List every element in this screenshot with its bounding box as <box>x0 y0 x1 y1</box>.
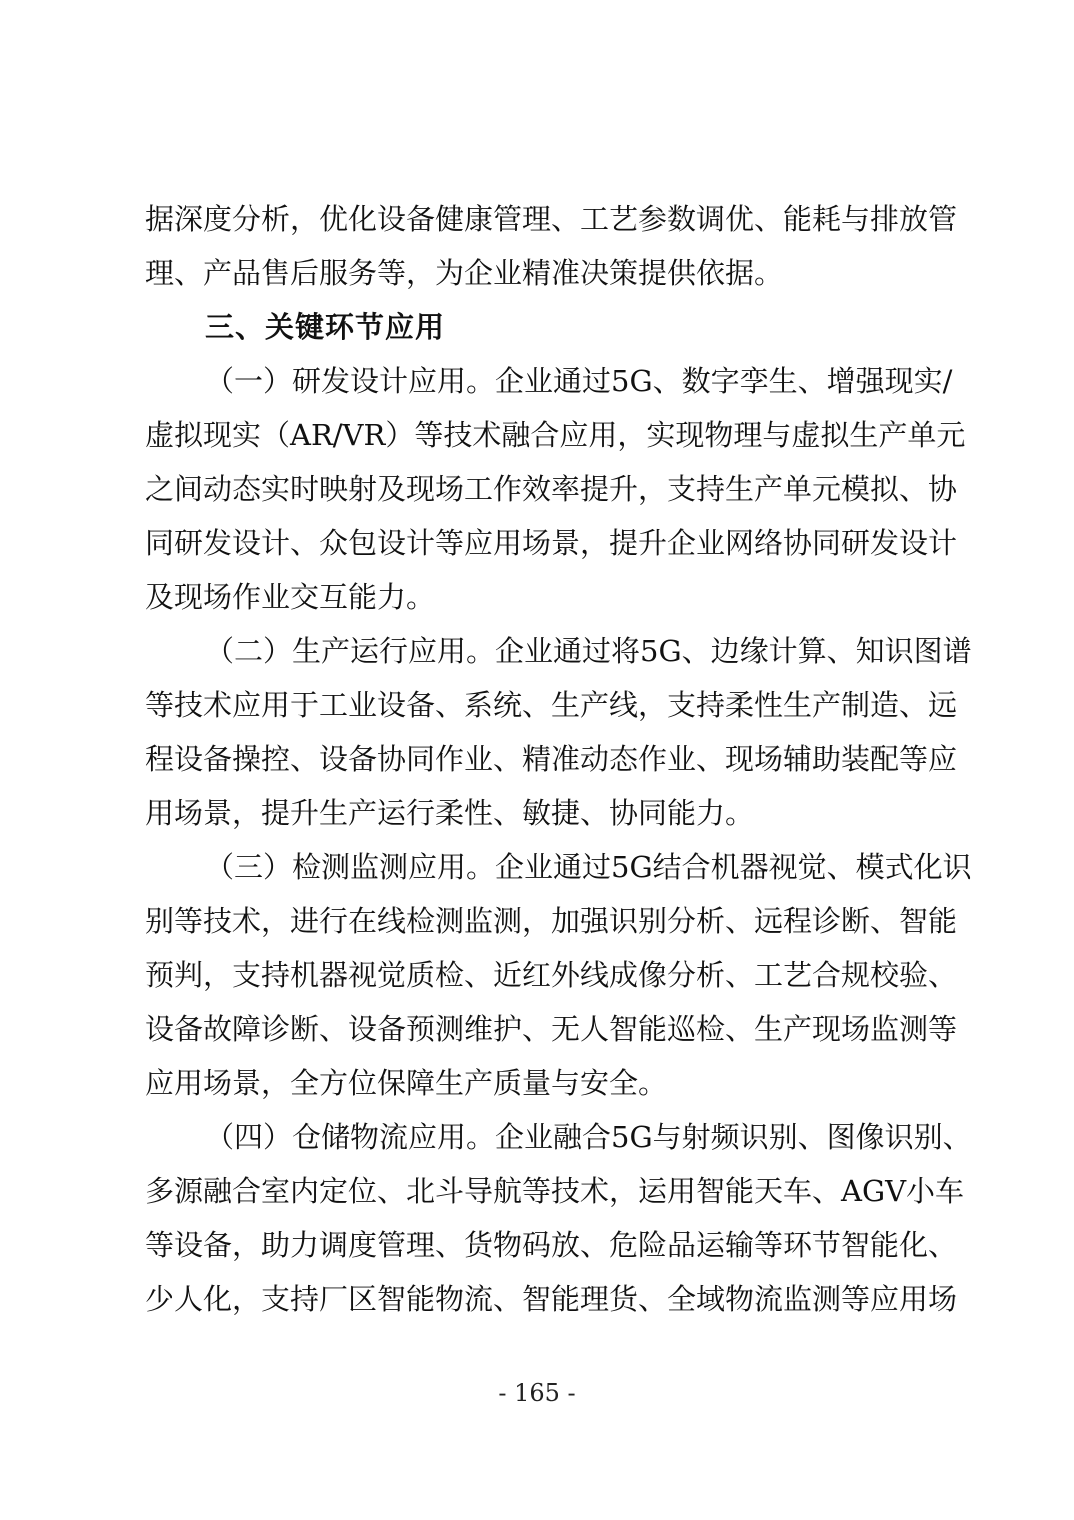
text-line: 少人化，支持厂区智能物流、智能理货、全域物流监测等应用场 <box>145 1282 958 1316</box>
text-line: 用场景，提升生产运行柔性、敏捷、协同能力。 <box>145 796 755 830</box>
text-line: （一）研发设计应用。企业通过5G、数字孪生、增强现实/ <box>205 364 953 398</box>
paragraph-logistics <box>145 1110 972 1326</box>
text-line: 理、产品售后服务等，为企业精准决策提供依据。 <box>145 256 784 290</box>
text-line: 同研发设计、众包设计等应用场景，提升企业网络协同研发设计 <box>145 526 958 560</box>
text-line: 等技术应用于工业设备、系统、生产线，支持柔性生产制造、远 <box>145 688 958 722</box>
text-line: 及现场作业交互能力。 <box>145 580 436 614</box>
section-heading: 三、关键环节应用 <box>205 310 446 344</box>
text-line: （四）仓储物流应用。企业融合5G与射频识别、图像识别、 <box>205 1120 972 1154</box>
paragraph-production <box>145 624 972 840</box>
text-line: （二）生产运行应用。企业通过将5G、边缘计算、知识图谱 <box>205 634 972 668</box>
paragraph-inspection <box>145 840 972 1110</box>
text-line: 等设备，助力调度管理、货物码放、危险品运输等环节智能化、 <box>145 1228 958 1262</box>
document-body <box>145 192 972 1326</box>
text-line: 程设备操控、设备协同作业、精准动态作业、现场辅助装配等应 <box>145 742 958 776</box>
text-line: 应用场景，全方位保障生产质量与安全。 <box>145 1066 668 1100</box>
text-line: 之间动态实时映射及现场工作效率提升，支持生产单元模拟、协 <box>145 472 958 506</box>
paragraph-rd-design <box>145 354 966 624</box>
text-line: 虚拟现实（AR/VR）等技术融合应用，实现物理与虚拟生产单元 <box>145 418 966 452</box>
page-number: - 165 - <box>498 1379 576 1407</box>
paragraph-intro <box>145 192 958 300</box>
text-line: 多源融合室内定位、北斗导航等技术，运用智能天车、AGV小车 <box>145 1174 965 1208</box>
text-line: 预判，支持机器视觉质检、近红外线成像分析、工艺合规校验、 <box>145 958 958 992</box>
text-line: 别等技术，进行在线检测监测，加强识别分析、远程诊断、智能 <box>145 904 958 938</box>
text-line: （三）检测监测应用。企业通过5G结合机器视觉、模式化识 <box>205 850 972 884</box>
text-line: 据深度分析，优化设备健康管理、工艺参数调优、能耗与排放管 <box>145 202 958 236</box>
text-line: 设备故障诊断、设备预测维护、无人智能巡检、生产现场监测等 <box>145 1012 958 1046</box>
